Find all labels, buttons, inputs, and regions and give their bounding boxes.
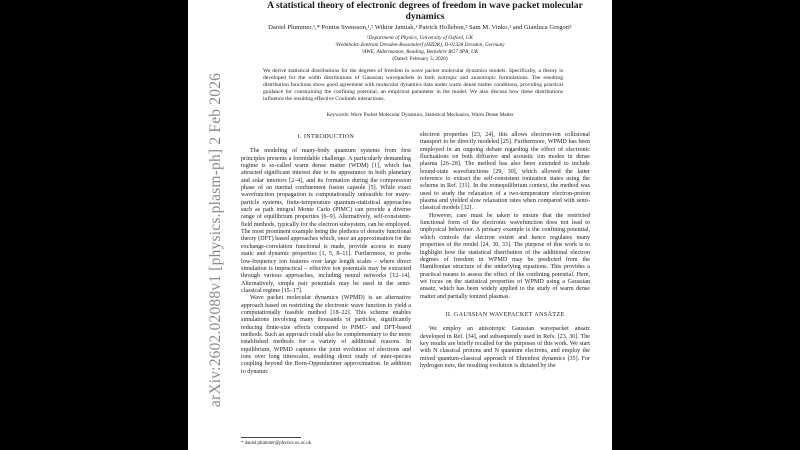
footnote-divider (241, 437, 301, 438)
intro-paragraph-2: Wave packet molecular dynamics (WPMD) is an alternative approach based on restricting the electronic wave function to yield a computationally feasible method [18–22]. This scheme enables simulations involving many thousands of particles, significantly reducing finite-size effects compared to PIMC- and DFT-based methods. Such an approach could also be complementary to the more established methods for a variety of additional reasons. In equilibrium, WPMD captures the joint evolution of electrons and ions over long timescales, enabling direct study of inter-species coupling beyond the Born-Oppenheimer approximation. In addition to dynamic (241, 295, 411, 375)
paper-title: A statistical theory of electronic degrees of freedom in wave packet molecular dynamics (267, 0, 583, 22)
affiliation-2: ²Helmholtz-Zentrum Dresden-Rossendorf (HZDR), D-01328 Dresden, Germany (335, 42, 505, 48)
affiliations (250, 35, 590, 63)
section-heading-gaussian: II. GAUSSIAN WAVEPACKET ANSÄTZE (445, 310, 565, 318)
right-column (420, 132, 590, 370)
affiliation-1: ¹Department of Physics, University of Oxford, UK (366, 35, 474, 41)
keywords: Keywords: Wave Packet Molecular Dynamics, Statistical Mechanics, Warm Dense Matter (326, 112, 514, 118)
abstract: We derive statistical distributions for the degrees of freedom in wave packet molecular dynamics models. Specifically, a theory is developed for the width distributions of Gaussian wavepackets in both isotropic and anisotropic formulations. The resulting distribution functions show good agreement with molecular dynamics data under warm dense matter conditions, providing practical guidance for constraining the confining potential, an empirical parameter in the model. We also discuss how these distributions influence the resulting effective Coulomb interactions. (263, 68, 563, 102)
section2-paragraph: We employ an anisotropic Gaussian wavepacket ansatz developed in Ref. [34], and subsequently used in Refs. [23, 30]. The key results are briefly recalled for the purposes of this work. We start with N classical protons and N quantum electrons, and employ the mixed quantum-classical approach of Ehrenfest dynamics [35]. For hydrogen ions, the resulting evolution is dictated by the (420, 326, 590, 369)
right-paragraph-2: However, care must be taken to ensure that the restricted functional form of the electronic wavefunction does not lead to unphysical behaviour. A primary example is the confining potential, which controls the electron extent and hence regulates many properties of the model [24, 30, 33]. The purpose of this work is to highlight how the statistical distribution of the additional electron degrees of freedom in WPMD may be predicted from the Hamiltonian structure of the underlying equations. This provides a practical means to assess the effect of the confining potential. Here, we focus on the statistical properties of WPMD using a Gaussian ansatz, which has been widely applied to the study of warm dense matter and partially ionized plasmas. (420, 212, 590, 300)
section-heading-introduction: I. INTRODUCTION (297, 133, 355, 140)
corresponding-author-footnote: * daniel.plummer@physics.ox.ac.uk (241, 441, 312, 446)
author-list: Daniel Plummer,¹,* Pontus Svensson,¹,² Wiktor Jamiak,¹ Patrick Hollebon,³ Sam M. Vinko,¹ and Gianluca Gregori¹ (268, 24, 572, 31)
arxiv-identifier-text: arXiv:2602.02088v1 [physics.plasm-ph] 2 Feb 2026 (207, 72, 224, 408)
arxiv-identifier-stamp (196, 70, 236, 410)
left-column (241, 132, 411, 376)
affiliation-3: ³AWE, Aldermaston, Reading, Berkshire RG7 4PR, UK (361, 49, 479, 55)
right-paragraph-1: electron properties [23, 24], this allows electron-ion collisional transport to be directly modeled [25]. Furthermore, WPMD has been employed in an ongoing debate regarding the effect of electronic fluctuations on both diffusive and acoustic ion modes in dense plasma [26–28]. The method has also been extended to include bound-state wavefunctions [29, 30], which allowed the latter reference to extract the self-consistent ionization states using the scheme in Ref. [31]. In the nonequilibrium context, the method was used to study the relaxation of a two-temperature electron-proton plasma and yielded slow relaxation rates when compared with semi-classical models [32]. (420, 132, 590, 212)
intro-paragraph-1: The modeling of many-body quantum systems from first principles presents a formidable challenge. A particularly demanding regime is so-called warm dense matter (WDM) [1], which has attracted significant interest due to its appearance in both planetary and solar interiors [2–4], and its formation during the compression phase of an inertial confinement fusion capsule [5]. While exact wavefunction propagation is computationally unfeasible for many-particle systems, finite-temperature quantum-statistical approaches such as path integral Monte Carlo (PIMC) can provide a diverse range of equilibrium properties [6–9]. Alternatively, self-consistent-field methods, typically for the electron subsystem, can be employed. The most prominent example being the plethora of density functional theory (DFT) based approaches which, once an approximation for the exchange-correlation functional is made, provide access to many static and dynamic properties [1, 5, 8–11]. Furthermore, to probe low-frequency ion features over large length scales – where direct simulation is impractical – effective ion potentials may be extracted through various approaches, including neural networks [12–14]. Alternatively, simple pair potentials may be used in the semi-classical regime [15–17]. (241, 148, 411, 294)
dated-line: (Dated: February 3, 2026) (392, 56, 448, 62)
